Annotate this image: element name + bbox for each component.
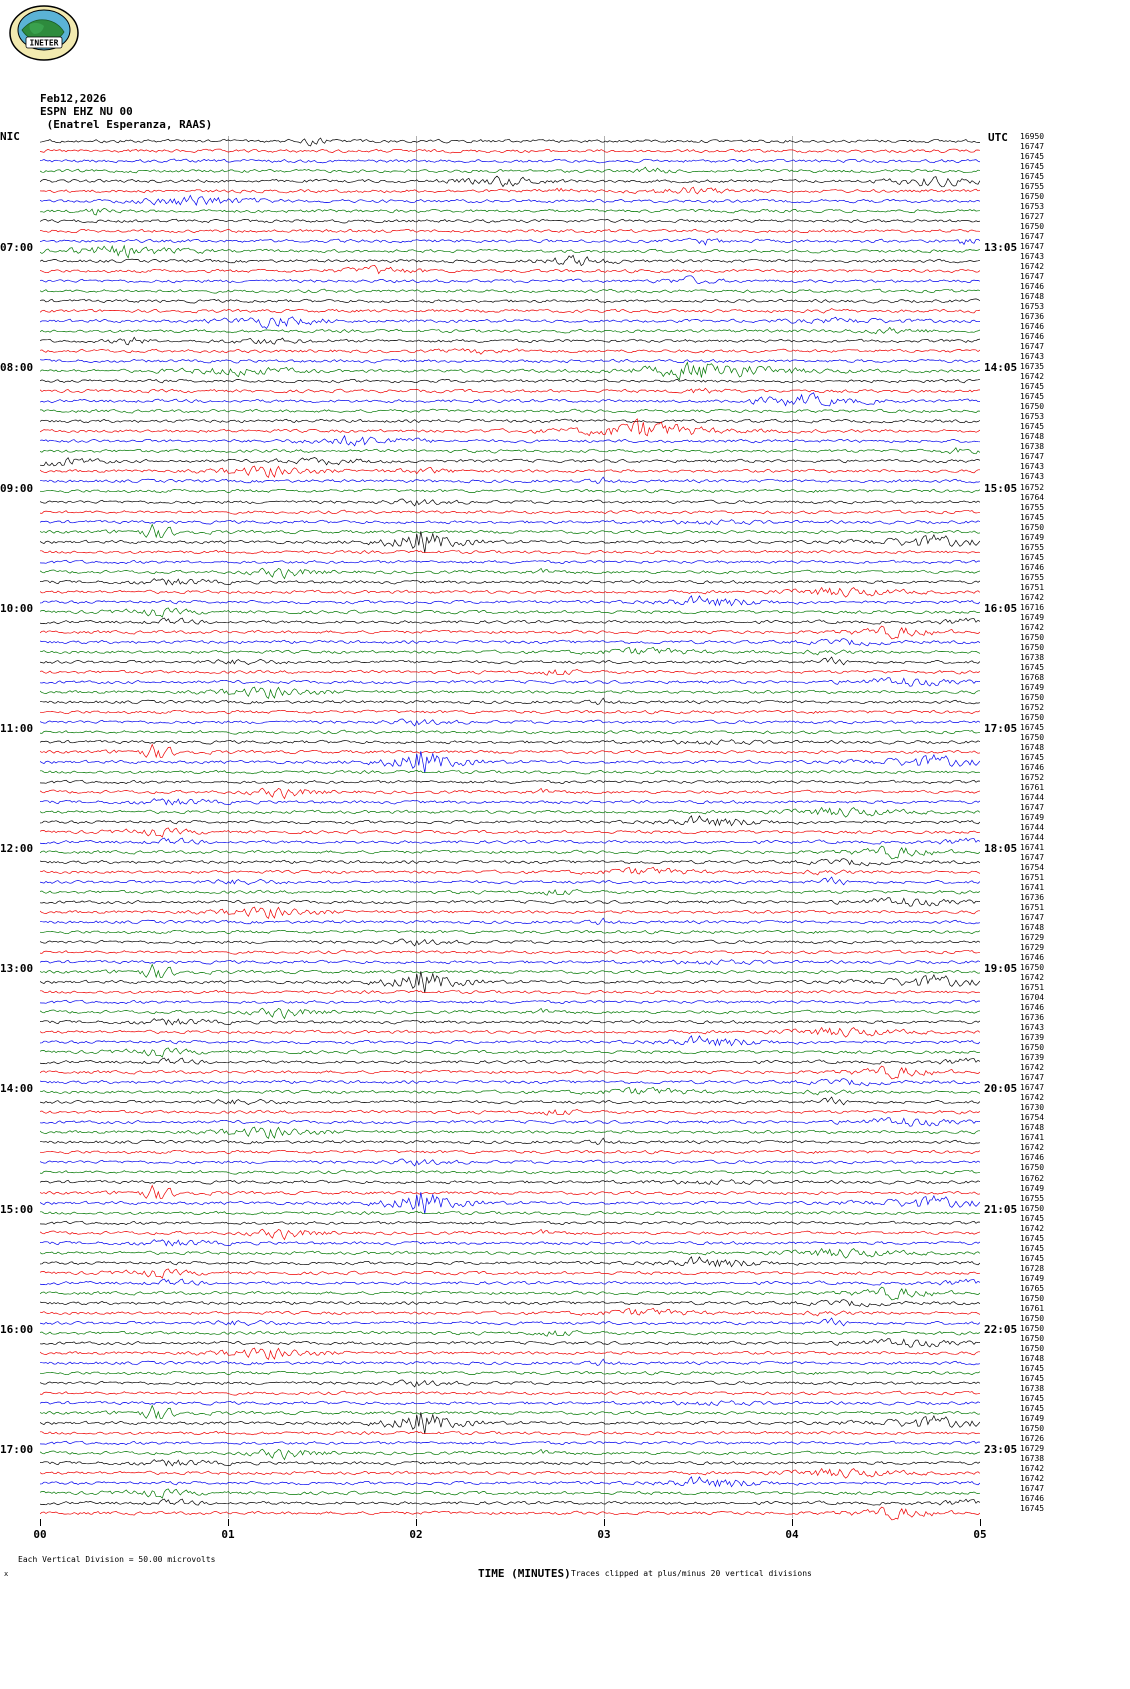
trace-scale-value: 16738 (1020, 442, 1045, 452)
trace-scale-value: 16745 (1020, 1503, 1045, 1513)
trace-scale-value: 16743 (1020, 462, 1045, 472)
left-hour-label: 15:00 (0, 1202, 34, 1216)
trace-scale-value: 16747 (1020, 452, 1045, 462)
trace-scale-value: 16750 (1020, 963, 1045, 973)
trace-scale-value: 16748 (1020, 432, 1045, 442)
x-axis-tick-label: 01 (221, 1528, 235, 1541)
trace-scale-value: 16746 (1020, 282, 1045, 292)
trace-scale-value: 16755 (1020, 502, 1045, 512)
x-axis (33, 1519, 987, 1543)
trace-scale-value: 16742 (1020, 372, 1045, 382)
x-axis-tick (228, 1519, 229, 1526)
trace-scale-value: 16744 (1020, 823, 1045, 832)
trace-scale-value: 16746 (1020, 1153, 1045, 1163)
right-timezone-label: UTC (988, 131, 1008, 144)
left-hour-label: 17:00 (0, 1442, 34, 1456)
trace-scale-value: 16753 (1020, 412, 1045, 422)
trace-scale-value: 16746 (1020, 562, 1045, 572)
trace-scale-value: 16745 (1020, 722, 1045, 732)
left-hour-label: 09:00 (0, 481, 34, 495)
trace-scale-value: 16736 (1020, 893, 1045, 903)
trace-scale-value: 16746 (1020, 953, 1045, 963)
trace-scale-value: 16768 (1020, 672, 1045, 682)
trace-scale-value: 16748 (1020, 742, 1045, 752)
trace-scale-value: 16739 (1020, 1053, 1045, 1063)
trace-scale-value: 16745 (1020, 1403, 1045, 1413)
trace-scale-value: 16745 (1020, 662, 1045, 672)
trace-scale-value: 16727 (1020, 212, 1045, 222)
trace-scale-value: 16754 (1020, 863, 1045, 873)
trace-scale-value: 16750 (1020, 642, 1045, 652)
trace-scale-value: 16755 (1020, 542, 1045, 552)
right-hour-label: 23:05 (984, 1442, 1018, 1456)
trace-scale-value: 16761 (1020, 782, 1045, 792)
scale-note: Each Vertical Division = 50.00 microvolts (18, 1555, 216, 1564)
trace-scale-value: 16745 (1020, 422, 1045, 432)
trace-scale-value: 16736 (1020, 312, 1045, 322)
trace-scale-value: 16742 (1020, 1093, 1045, 1103)
trace-scale-value: 16738 (1020, 1383, 1045, 1393)
trace-scale-value: 16746 (1020, 1493, 1045, 1503)
left-hour-label: 07:00 (0, 241, 34, 255)
trace-scale-value: 16750 (1020, 522, 1045, 532)
trace-scale-value: 16749 (1020, 532, 1045, 542)
left-hour-label: 13:00 (0, 962, 34, 976)
trace-scale-value: 16745 (1020, 1213, 1045, 1223)
trace-scale-value: 16950 (1020, 132, 1045, 141)
trace-scale-value: 16747 (1020, 272, 1045, 282)
x-axis-title: TIME (MINUTES) (478, 1567, 571, 1580)
trace-scale-value: 16753 (1020, 202, 1045, 212)
trace-scale-value: 16746 (1020, 1003, 1045, 1013)
trace-scale-value: 16747 (1020, 342, 1045, 352)
trace-scale-value: 16750 (1020, 1043, 1045, 1053)
x-axis-tick (980, 1519, 981, 1526)
trace-scale-value: 16751 (1020, 983, 1045, 993)
x-axis-tick-label: 00 (33, 1528, 47, 1541)
header-station: ESPN EHZ NU 00 (40, 105, 133, 118)
right-hour-label: 22:05 (984, 1322, 1018, 1336)
trace-scale-value: 16752 (1020, 702, 1045, 712)
trace-scale-value: 16739 (1020, 1033, 1045, 1043)
right-hour-label: 20:05 (984, 1082, 1018, 1096)
trace-scale-value: 16748 (1020, 292, 1045, 302)
trace-scale-value: 16750 (1020, 1333, 1045, 1343)
corner-label: x (4, 1570, 9, 1578)
trace-scale-value: 16728 (1020, 1263, 1045, 1273)
trace-scale-value: 16746 (1020, 322, 1045, 332)
trace-scale-value: 16747 (1020, 242, 1045, 252)
trace-scale-value: 16744 (1020, 833, 1045, 842)
left-hour-label: 11:00 (0, 721, 34, 735)
trace-scale-value: 16745 (1020, 1363, 1045, 1373)
trace-scale-value: 16743 (1020, 352, 1045, 362)
right-hour-label: 14:05 (984, 361, 1018, 375)
trace-scale-value: 16747 (1020, 1083, 1045, 1093)
trace-scale-value: 16745 (1020, 152, 1045, 162)
trace-scale-value: 16750 (1020, 1293, 1045, 1303)
trace-scale-value: 16747 (1020, 802, 1045, 812)
trace-scale-value: 16750 (1020, 692, 1045, 702)
right-hour-label: 15:05 (984, 481, 1018, 495)
trace-scale-value: 16742 (1020, 1063, 1045, 1073)
x-axis-tick (40, 1519, 41, 1526)
trace-scale-value: 16750 (1020, 1343, 1045, 1353)
left-hour-label: 12:00 (0, 842, 34, 856)
trace-scale-value: 16752 (1020, 482, 1045, 492)
trace-scale-value: 16747 (1020, 913, 1045, 923)
x-axis-tick (416, 1519, 417, 1526)
right-hour-label: 21:05 (984, 1202, 1018, 1216)
trace-scale-value: 16742 (1020, 262, 1045, 272)
trace-scale-value: 16764 (1020, 492, 1045, 502)
header-date: Feb12,2026 (40, 92, 107, 105)
ineter-logo (8, 4, 80, 62)
trace-scale-value: 16745 (1020, 1253, 1045, 1263)
trace-scale-value: 16745 (1020, 1243, 1045, 1253)
trace-scale-value: 16749 (1020, 1183, 1045, 1193)
left-hour-label: 14:00 (0, 1082, 34, 1096)
trace-scale-value: 16743 (1020, 1023, 1045, 1033)
trace-scale-value: 16751 (1020, 582, 1045, 592)
left-hour-label: 08:00 (0, 361, 34, 375)
x-axis-tick-label: 03 (597, 1528, 611, 1541)
trace-scale-value: 16751 (1020, 903, 1045, 913)
trace-scale-value: 16750 (1020, 632, 1045, 642)
trace-scale-value: 16742 (1020, 1463, 1045, 1473)
svg-text:INETER: INETER (29, 38, 59, 48)
trace-scale-value: 16742 (1020, 622, 1045, 632)
trace-scale-value: 16745 (1020, 1393, 1045, 1403)
header-location: (Enatrel Esperanza, RAAS) (46, 118, 213, 131)
trace-scale-value: 16747 (1020, 142, 1045, 151)
trace-scale-value: 16749 (1020, 1413, 1045, 1423)
trace-scale-value: 16753 (1020, 302, 1045, 312)
trace-scale-value: 16747 (1020, 1073, 1045, 1083)
trace-scale-value: 16750 (1020, 402, 1045, 412)
right-hour-label: 13:05 (984, 241, 1018, 255)
trace-scale-value: 16750 (1020, 732, 1045, 742)
trace-scale-value: 16744 (1020, 792, 1045, 802)
trace-scale-value: 16745 (1020, 392, 1045, 402)
trace-scale-value: 16741 (1020, 883, 1045, 893)
x-axis-tick-label: 04 (785, 1528, 799, 1541)
x-axis-tick-label: 02 (409, 1528, 423, 1541)
trace-scale-value: 16745 (1020, 1233, 1045, 1243)
trace-scale-value: 16745 (1020, 752, 1045, 762)
trace-scale-value: 16761 (1020, 1303, 1045, 1313)
trace-scale-value: 16745 (1020, 512, 1045, 522)
right-hour-label: 16:05 (984, 601, 1018, 615)
trace-scale-value: 16716 (1020, 602, 1045, 612)
trace-scale-value: 16750 (1020, 222, 1045, 232)
trace-scale-value: 16745 (1020, 552, 1045, 562)
trace-scale-value: 16747 (1020, 232, 1045, 242)
right-hour-label: 17:05 (984, 721, 1018, 735)
trace-scale-value: 16729 (1020, 933, 1045, 943)
trace-scale-value: 16738 (1020, 652, 1045, 662)
trace-scale-value: 16743 (1020, 252, 1045, 262)
trace-scale-value: 16750 (1020, 1203, 1045, 1213)
trace-scale-value: 16752 (1020, 772, 1045, 782)
right-hour-label: 19:05 (984, 962, 1018, 976)
trace-scale-value: 16738 (1020, 1453, 1045, 1463)
trace-scale-value: 16736 (1020, 1013, 1045, 1023)
trace-scale-value: 16735 (1020, 362, 1045, 372)
x-axis-tick-label: 05 (973, 1528, 987, 1541)
trace-scale-value: 16750 (1020, 1423, 1045, 1433)
trace-scale-value: 16748 (1020, 1353, 1045, 1363)
left-timezone-label: NIC (0, 130, 20, 143)
trace-scale-value: 16741 (1020, 843, 1045, 853)
trace-scale-value: 16726 (1020, 1433, 1045, 1443)
trace-scale-value: 16750 (1020, 1323, 1045, 1333)
trace-scale-value: 16750 (1020, 1313, 1045, 1323)
trace-scale-value: 16755 (1020, 1193, 1045, 1203)
trace-scale-value: 16750 (1020, 192, 1045, 202)
trace-scale-value: 16749 (1020, 682, 1045, 692)
trace-scale-value: 16751 (1020, 873, 1045, 883)
trace-scale-value: 16742 (1020, 1143, 1045, 1153)
trace-scale-value: 16749 (1020, 612, 1045, 622)
trace-scale-value: 16747 (1020, 853, 1045, 863)
trace-scale-value: 16742 (1020, 592, 1045, 602)
trace-scale-value: 16755 (1020, 182, 1045, 192)
x-axis-tick (604, 1519, 605, 1526)
left-hour-label: 10:00 (0, 601, 34, 615)
trace-scale-value: 16745 (1020, 162, 1045, 172)
left-hour-label: 16:00 (0, 1322, 34, 1336)
trace-scale-value: 16749 (1020, 1273, 1045, 1283)
trace-scale-value: 16729 (1020, 1443, 1045, 1453)
trace-scale-value: 16745 (1020, 1373, 1045, 1383)
trace-scale-value: 16742 (1020, 973, 1045, 983)
trace-scale-value: 16745 (1020, 382, 1045, 392)
trace-scale-value: 16747 (1020, 1483, 1045, 1493)
trace-scale-value: 16748 (1020, 1123, 1045, 1133)
clip-note: Traces clipped at plus/minus 20 vertical divisions (571, 1569, 812, 1578)
x-axis-tick (792, 1519, 793, 1526)
trace-scale-value: 16748 (1020, 923, 1045, 933)
trace-scale-value: 16745 (1020, 172, 1045, 182)
trace-scale-value: 16730 (1020, 1103, 1045, 1113)
trace-scale-value: 16749 (1020, 812, 1045, 822)
trace-scale-value: 16750 (1020, 1163, 1045, 1173)
trace-scale-value: 16754 (1020, 1113, 1045, 1123)
right-hour-label: 18:05 (984, 842, 1018, 856)
trace-scale-value: 16755 (1020, 572, 1045, 582)
trace-scale-value: 16742 (1020, 1473, 1045, 1483)
trace-scale-value: 16729 (1020, 943, 1045, 953)
trace-scale-value: 16704 (1020, 993, 1045, 1003)
trace-scale-value: 16743 (1020, 472, 1045, 482)
trace-scale-value: 16746 (1020, 332, 1045, 342)
helicorder-plot (40, 136, 980, 1518)
trace-scale-value: 16741 (1020, 1133, 1045, 1143)
trace-scale-value: 16762 (1020, 1173, 1045, 1183)
trace-scale-value: 16746 (1020, 762, 1045, 772)
trace-scale-value: 16742 (1020, 1223, 1045, 1233)
trace-scale-value: 16765 (1020, 1283, 1045, 1293)
trace-scale-value: 16750 (1020, 712, 1045, 722)
